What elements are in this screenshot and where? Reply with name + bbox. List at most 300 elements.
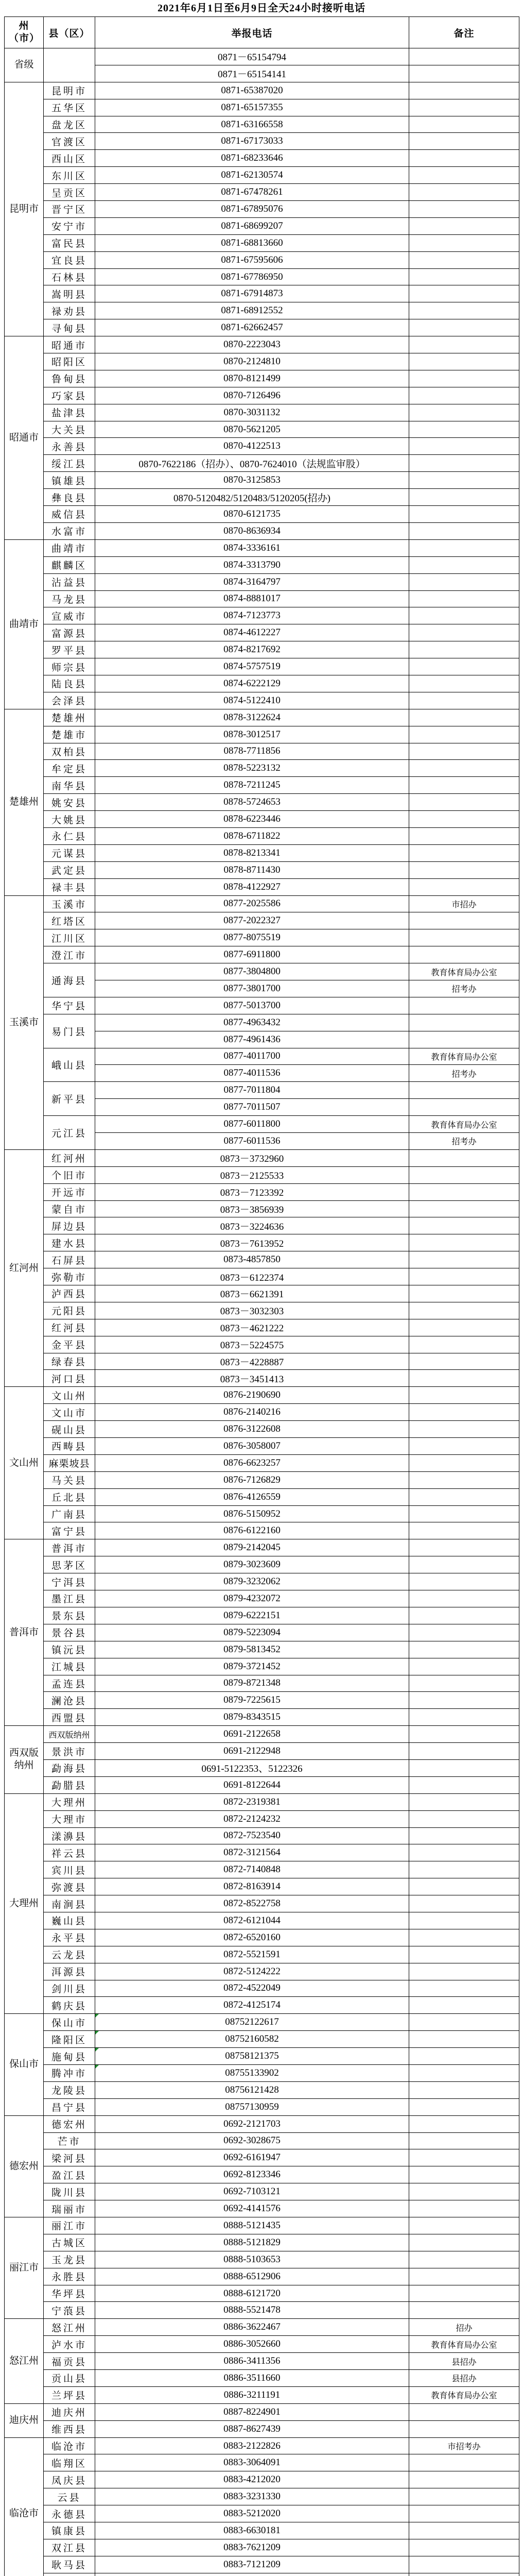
note-cell [409,861,519,878]
note-cell [409,2471,519,2488]
phone-cell: 0878-4122927 [95,878,409,895]
phone-cell: 0870-2223043 [95,336,409,353]
note-cell [409,2488,519,2505]
note-cell [409,1776,519,1793]
county-cell: 保山市 [44,2014,95,2031]
county-cell: 西双版纳州 [44,1726,95,1743]
county-cell: 芒市 [44,2132,95,2149]
phone-cell: 0871-68233646 [95,150,409,167]
table-row [5,1522,519,1539]
phone-cell: 0871-67595606 [95,251,409,268]
phone-cell: 0877-4961436 [95,1031,409,1048]
phone-cell: 0878-7211245 [95,777,409,794]
table-row [5,489,519,506]
note-cell [409,2166,519,2183]
note-cell: 市招办 [409,895,519,912]
phone-cell: 0870-5120482/5120483/5120205(招办) [95,489,409,506]
table-row [5,1438,519,1455]
county-cell: 隆阳区 [44,2031,95,2048]
table-row [5,1539,519,1556]
table-row [5,99,519,116]
county-cell: 澜沧县 [44,1692,95,1709]
phone-cell: 0874-5122410 [95,692,409,709]
table-row [5,641,519,658]
table-row [5,1658,519,1675]
table-row [5,2081,519,2098]
table-row [5,2420,519,2437]
note-cell [409,2132,519,2149]
phone-cell: 0873－2125533 [95,1166,409,1183]
note-cell [409,1878,519,1895]
table-row [5,794,519,811]
note-cell [409,65,519,82]
county-cell: 元谋县 [44,844,95,861]
county-cell: 巧家县 [44,387,95,404]
county-cell: 红河州 [44,1149,95,1166]
county-cell: 墨江县 [44,1590,95,1607]
county-cell: 元阳县 [44,1302,95,1319]
county-cell: 大理州 [44,1793,95,1810]
table-row [5,811,519,828]
county-cell: 富源县 [44,624,95,641]
county-cell: 景谷县 [44,1624,95,1641]
phone-cell: 0873－3856939 [95,1200,409,1217]
phone-cell: 0877-7011507 [95,1099,409,1116]
note-cell [409,1387,519,1404]
phone-cell: 0870-7622186（招办）、0870-7624010（法规监审股） [95,455,409,472]
county-cell: 古城区 [44,2234,95,2251]
table-row [5,370,519,387]
table-row [5,1675,519,1692]
county-cell: 师宗县 [44,658,95,675]
note-cell [409,268,519,285]
county-cell: 西盟县 [44,1709,95,1726]
table-row [5,1014,519,1031]
note-cell: 市招考办 [409,2437,519,2454]
note-cell [409,1404,519,1421]
phone-cell: 0877-8075519 [95,929,409,946]
phone-cell: 0691-2122658 [95,1726,409,1743]
county-cell: 维西县 [44,2420,95,2437]
phone-cell: 0886-3211191 [95,2386,409,2403]
county-cell: 五华区 [44,99,95,116]
phone-cell: 0876-3058007 [95,1438,409,1455]
table-row [5,184,519,201]
note-cell [409,353,519,370]
county-cell: 永仁县 [44,827,95,844]
table-row [5,472,519,489]
county-cell: 漾濞县 [44,1827,95,1844]
table-row [5,387,519,404]
table-row [5,1387,519,1404]
note-cell [409,184,519,201]
phone-cell: 0873-4857850 [95,1251,409,1268]
phone-cell: 0876-6122160 [95,1522,409,1539]
phone-cell: 08755133902 [95,2064,409,2081]
note-cell [409,556,519,573]
phone-cell: 0887-8224901 [95,2403,409,2420]
phone-cell: 0870-6121735 [95,506,409,523]
table-row [5,2353,519,2370]
phone-cell: 0872-8163914 [95,1878,409,1895]
table-row [5,777,519,794]
phone-cell: 0878-5223132 [95,760,409,777]
note-cell [409,1573,519,1590]
table-row [5,2200,519,2217]
table-row [5,2437,519,2454]
phone-cell: 0876-4126559 [95,1488,409,1505]
note-cell [409,760,519,777]
note-cell [409,607,519,624]
table-row [5,1827,519,1844]
table-row [5,217,519,234]
table-row [5,590,519,607]
county-cell: 泸西县 [44,1285,95,1302]
phone-cell: 0870-8121499 [95,370,409,387]
region-cell: 西双版纳州 [5,1726,44,1794]
phone-cell: 0879-5813452 [95,1641,409,1658]
phone-cell: 0878-5724653 [95,794,409,811]
table-row [5,1946,519,1963]
table-row [5,624,519,641]
table-row [5,1302,519,1319]
note-cell [409,116,519,133]
table-row [5,1370,519,1387]
county-cell: 易门县 [44,1014,95,1048]
county-cell: 麻栗坡县 [44,1454,95,1471]
phone-cell: 0879-6222151 [95,1607,409,1624]
table-header [5,17,519,48]
note-cell [409,726,519,743]
note-cell [409,1234,519,1251]
table-row [5,1336,519,1353]
county-cell: 丘北县 [44,1488,95,1505]
county-cell: 玉溪市 [44,895,95,912]
note-cell [409,82,519,99]
county-cell: 怒江州 [44,2319,95,2336]
table-row [5,1759,519,1776]
note-cell [409,1082,519,1099]
note-cell [409,2031,519,2048]
county-cell: 永德县 [44,2505,95,2522]
region-cell: 大理州 [5,1793,44,2014]
region-cell: 保山市 [5,2014,44,2115]
county-cell: 东川区 [44,167,95,184]
county-cell: 新平县 [44,1082,95,1116]
county-cell: 迪庆州 [44,2403,95,2420]
note-cell [409,1759,519,1776]
phone-cell: 0871-67173033 [95,133,409,150]
county-cell: 施甸县 [44,2048,95,2065]
table-row [5,2064,519,2081]
table-row [5,2539,519,2556]
county-cell: 屏边县 [44,1217,95,1234]
phone-cell: 0878-8711430 [95,861,409,878]
table-row [5,2132,519,2149]
note-cell [409,1997,519,2014]
phone-cell: 0870-8636934 [95,522,409,539]
phone-cell: 0883-7121209 [95,2556,409,2573]
phone-cell: 0874-8881017 [95,590,409,607]
county-cell: 呈贡区 [44,184,95,201]
note-cell [409,2234,519,2251]
table-row [5,1505,519,1522]
note-cell [409,319,519,336]
note-cell [409,912,519,929]
table-row [5,2386,519,2403]
phone-cell: 0872-4522049 [95,1980,409,1997]
table-row [5,1980,519,1997]
table-row [5,2048,519,2065]
county-cell: 双江县 [44,2539,95,2556]
phone-cell: 0871-65157355 [95,99,409,116]
county-cell: 南华县 [44,777,95,794]
county-cell: 泸水市 [44,2336,95,2353]
county-cell: 丽江市 [44,2217,95,2234]
note-cell [409,2081,519,2098]
note-cell [409,2285,519,2302]
table-row [5,82,519,99]
note-cell [409,777,519,794]
note-cell [409,2420,519,2437]
note-cell [409,1336,519,1353]
county-cell: 麒麟区 [44,556,95,573]
note-cell: 县招办 [409,2370,519,2387]
phone-cell: 0873－4228887 [95,1353,409,1370]
table-row [5,1878,519,1895]
county-cell: 永胜县 [44,2268,95,2285]
table-row [5,2234,519,2251]
note-cell [409,844,519,861]
note-cell [409,217,519,234]
note-cell [409,99,519,116]
county-cell: 双柏县 [44,743,95,760]
phone-cell: 0691-8122644 [95,1776,409,1793]
county-cell: 江城县 [44,1658,95,1675]
phone-cell: 0877-7011804 [95,1082,409,1099]
table-row [5,285,519,302]
phone-cell: 0871-65387020 [95,82,409,99]
phone-cell: 0878-3122624 [95,709,409,726]
table-row [5,1149,519,1166]
table-row [5,675,519,692]
county-cell: 云县 [44,2488,95,2505]
table-row [5,692,519,709]
note-cell: 教育体育局办公室 [409,2336,519,2353]
phone-cell: 0886-3622467 [95,2319,409,2336]
county-cell: 景洪市 [44,1743,95,1760]
phone-cell: 08758121375 [95,2048,409,2065]
note-cell [409,2302,519,2319]
note-cell [409,1488,519,1505]
note-cell [409,506,519,523]
phone-cell: 0872-6520160 [95,1929,409,1946]
county-cell: 玉龙县 [44,2251,95,2268]
phone-cell: 0879-3721452 [95,1658,409,1675]
note-cell [409,2454,519,2471]
table-row [5,2031,519,2048]
phone-cell: 0872-2319381 [95,1793,409,1810]
county-cell: 石屏县 [44,1251,95,1268]
note-cell [409,675,519,692]
note-cell [409,1353,519,1370]
county-cell: 嵩明县 [44,285,95,302]
region-cell: 昆明市 [5,82,44,336]
phone-cell: 0874-7123773 [95,607,409,624]
county-cell: 会泽县 [44,692,95,709]
phone-cell: 0876-7126829 [95,1471,409,1488]
phone-cell: 0872-3121564 [95,1844,409,1861]
note-cell [409,1200,519,1217]
table-row [5,2471,519,2488]
table-row [5,1454,519,1471]
county-cell: 昌宁县 [44,2098,95,2115]
phone-cell: 0692-8123346 [95,2166,409,2183]
county-cell: 镇沅县 [44,1641,95,1658]
county-cell: 石林县 [44,268,95,285]
table-row [5,268,519,285]
note-cell: 教育体育局办公室 [409,963,519,980]
note-cell [409,1217,519,1234]
note-cell [409,1590,519,1607]
phone-cell: 0870-2124810 [95,353,409,370]
table-row [5,2217,519,2234]
county-cell: 红塔区 [44,912,95,929]
note-cell [409,1014,519,1031]
county-cell: 镇康县 [44,2522,95,2539]
note-cell [409,1031,519,1048]
county-cell: 云龙县 [44,1946,95,1963]
phone-cell: 0879-5223094 [95,1624,409,1641]
note-cell [409,2505,519,2522]
table-row [5,2370,519,2387]
phone-cell: 0879-7225615 [95,1692,409,1709]
note-cell [409,1641,519,1658]
note-cell [409,370,519,387]
note-cell [409,946,519,963]
phone-cell: 0870-4122513 [95,438,409,455]
note-cell [409,234,519,251]
table-row [5,1929,519,1946]
phone-cell: 0870-3125853 [95,472,409,489]
note-cell: 招办 [409,2319,519,2336]
county-cell: 通海县 [44,963,95,997]
phone-cell: 0691-5122353、5122326 [95,1759,409,1776]
note-cell [409,1421,519,1438]
phone-cell: 0871-62130574 [95,167,409,184]
table-row [5,1421,519,1438]
phone-cell: 08757130959 [95,2098,409,2115]
note-cell [409,404,519,421]
county-cell: 盈江县 [44,2166,95,2183]
county-cell: 洱源县 [44,1963,95,1980]
phone-cell: 0876-3122608 [95,1421,409,1438]
note-cell [409,811,519,828]
table-row [5,133,519,150]
note-cell [409,997,519,1014]
phone-cell: 0879-8343515 [95,1709,409,1726]
table-row [5,2098,519,2115]
note-cell [409,1658,519,1675]
note-cell [409,1099,519,1116]
phone-cell: 0874-8217692 [95,641,409,658]
county-cell: 大关县 [44,421,95,438]
region-cell: 普洱市 [5,1539,44,1726]
note-cell [409,387,519,404]
note-cell [409,285,519,302]
page-title: 2021年6月1日至6月9日全天24小时接听电话 [158,3,365,14]
phone-cell: 0871-62662457 [95,319,409,336]
table-row [5,336,519,353]
table-row [5,1404,519,1421]
phone-cell: 0873－6621391 [95,1285,409,1302]
region-cell: 迪庆州 [5,2403,44,2437]
table-row [5,1200,519,1217]
phone-cell: 0874-3336161 [95,539,409,556]
table-row [5,2166,519,2183]
note-cell [409,1505,519,1522]
table-row [5,556,519,573]
phone-cell: 0877-6911800 [95,946,409,963]
county-cell: 镇雄县 [44,472,95,489]
table-row [5,2285,519,2302]
county-cell: 昆明市 [44,82,95,99]
note-cell [409,1302,519,1319]
table-row [5,2556,519,2573]
note-cell: 教育体育局办公室 [409,1048,519,1065]
table-row [5,1319,519,1336]
phone-cell: 0876-2190690 [95,1387,409,1404]
county-cell: 晋宁区 [44,201,95,218]
phone-cell: 08752122617 [95,2014,409,2031]
table-row [5,2115,519,2132]
phone-cell: 0877-3804800 [95,963,409,980]
region-cell: 省级 [5,48,44,82]
table-row [5,150,519,167]
phone-cell: 0886-3052660 [95,2336,409,2353]
phone-cell: 0873－5224575 [95,1336,409,1353]
county-cell: 临翔区 [44,2454,95,2471]
county-cell: 官渡区 [44,133,95,150]
county-cell: 西山区 [44,150,95,167]
table-row [5,319,519,336]
table-row [5,506,519,523]
region-cell: 文山州 [5,1387,44,1539]
county-cell: 陆良县 [44,675,95,692]
phone-cell: 0874-3313790 [95,556,409,573]
header-phone: 举报电话 [95,17,409,48]
county-cell: 罗平县 [44,641,95,658]
region-cell: 怒江州 [5,2319,44,2403]
note-cell [409,2556,519,2573]
county-cell: 孟连县 [44,1675,95,1692]
header-note: 备注 [409,17,519,48]
table-row [5,1912,519,1929]
note-cell [409,590,519,607]
phone-cell: 0872-6121044 [95,1912,409,1929]
county-cell: 广南县 [44,1505,95,1522]
note-cell [409,2048,519,2065]
county-cell: 大理市 [44,1810,95,1827]
note-cell [409,2149,519,2166]
table-row [5,1082,519,1099]
table-row [5,929,519,946]
county-cell: 昭通市 [44,336,95,353]
note-cell [409,2098,519,2115]
table-row [5,1844,519,1861]
note-cell [409,438,519,455]
county-cell: 蒙自市 [44,1200,95,1217]
